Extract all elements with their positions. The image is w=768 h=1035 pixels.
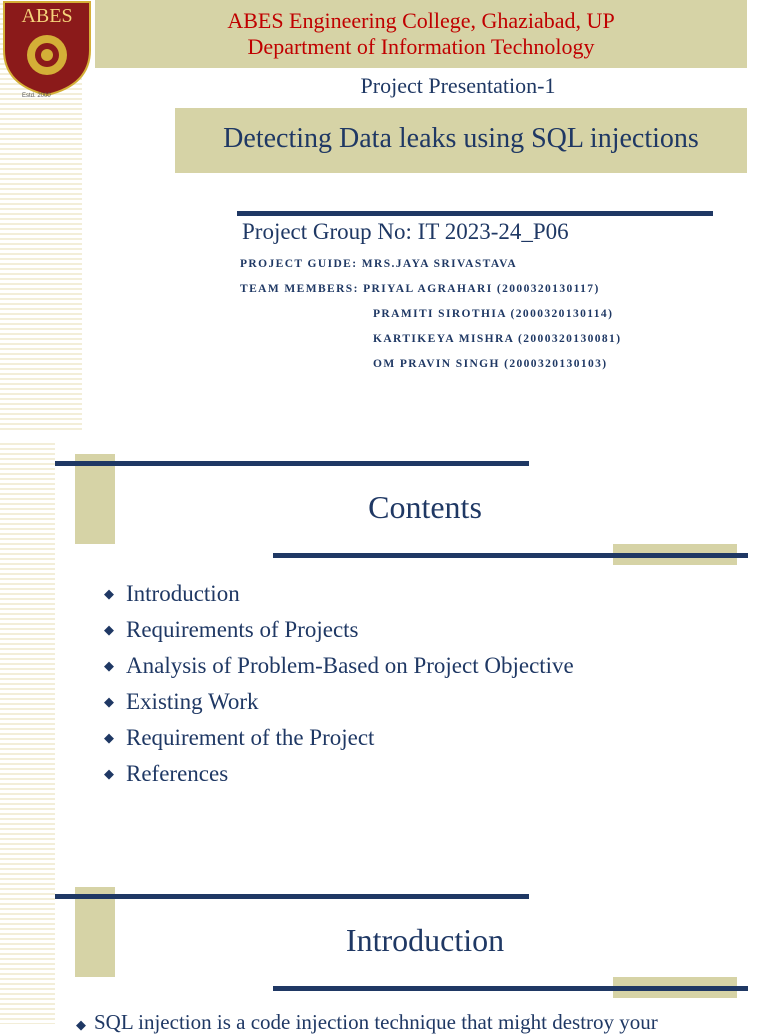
diamond-bullet-icon: ◆ xyxy=(76,1017,86,1032)
presentation-label: Project Presentation-1 xyxy=(360,73,556,98)
list-item xyxy=(104,684,574,720)
contents-list xyxy=(104,576,574,792)
team-members-label: TEAM MEMBERS: PRIYAL AGRAHARI (2000320130117) xyxy=(240,283,600,295)
list-item xyxy=(104,648,574,684)
intro-bullet xyxy=(76,1010,658,1035)
list-item-label: Analysis of Problem-Based on Project Objective xyxy=(126,653,574,678)
divider-line xyxy=(273,553,748,558)
list-item xyxy=(104,576,574,612)
abes-logo xyxy=(2,0,92,100)
college-name-block xyxy=(95,8,747,60)
list-item-label: Requirements of Projects xyxy=(126,617,359,642)
diamond-bullet-icon: ◆ xyxy=(104,730,114,745)
team-member: KARTIKEYA MISHRA (2000320130081) xyxy=(373,333,622,345)
logo-text: ABES xyxy=(21,5,73,27)
list-item-label: References xyxy=(126,761,229,786)
divider-line xyxy=(55,894,529,899)
list-item xyxy=(104,612,574,648)
slide-title: Detecting Data leaks using SQL injections xyxy=(223,123,699,154)
diamond-bullet-icon: ◆ xyxy=(104,586,114,601)
list-item-label: Introduction xyxy=(126,581,240,606)
diamond-bullet-icon: ◆ xyxy=(104,658,114,673)
diamond-bullet-icon: ◆ xyxy=(104,766,114,781)
list-item-label: Existing Work xyxy=(126,689,259,714)
team-member: OM PRAVIN SINGH (2000320130103) xyxy=(373,358,608,370)
college-name: ABES Engineering College, Ghaziabad, UP xyxy=(227,8,615,33)
list-item-label: Requirement of the Project xyxy=(126,725,375,750)
list-item xyxy=(104,756,574,792)
project-group: Project Group No: IT 2023-24_P06 xyxy=(242,219,569,244)
divider-line xyxy=(273,986,748,991)
left-stripe-pattern-lower xyxy=(0,440,55,1024)
contents-heading: Contents xyxy=(368,489,482,525)
divider-line xyxy=(55,461,529,466)
team-member: PRAMITI SIROTHIA (2000320130114) xyxy=(373,308,614,320)
intro-bullet-text: SQL injection is a code injection technique that might destroy your xyxy=(94,1010,658,1034)
logo-established: Estd. 2000 xyxy=(22,93,51,99)
divider-line xyxy=(237,211,713,216)
diamond-bullet-icon: ◆ xyxy=(104,622,114,637)
introduction-heading: Introduction xyxy=(345,922,505,958)
list-item xyxy=(104,720,574,756)
department-name: Department of Information Technology xyxy=(247,34,595,59)
diamond-bullet-icon: ◆ xyxy=(104,694,114,709)
project-guide: PROJECT GUIDE: MRS.JAYA SRIVASTAVA xyxy=(240,258,518,270)
